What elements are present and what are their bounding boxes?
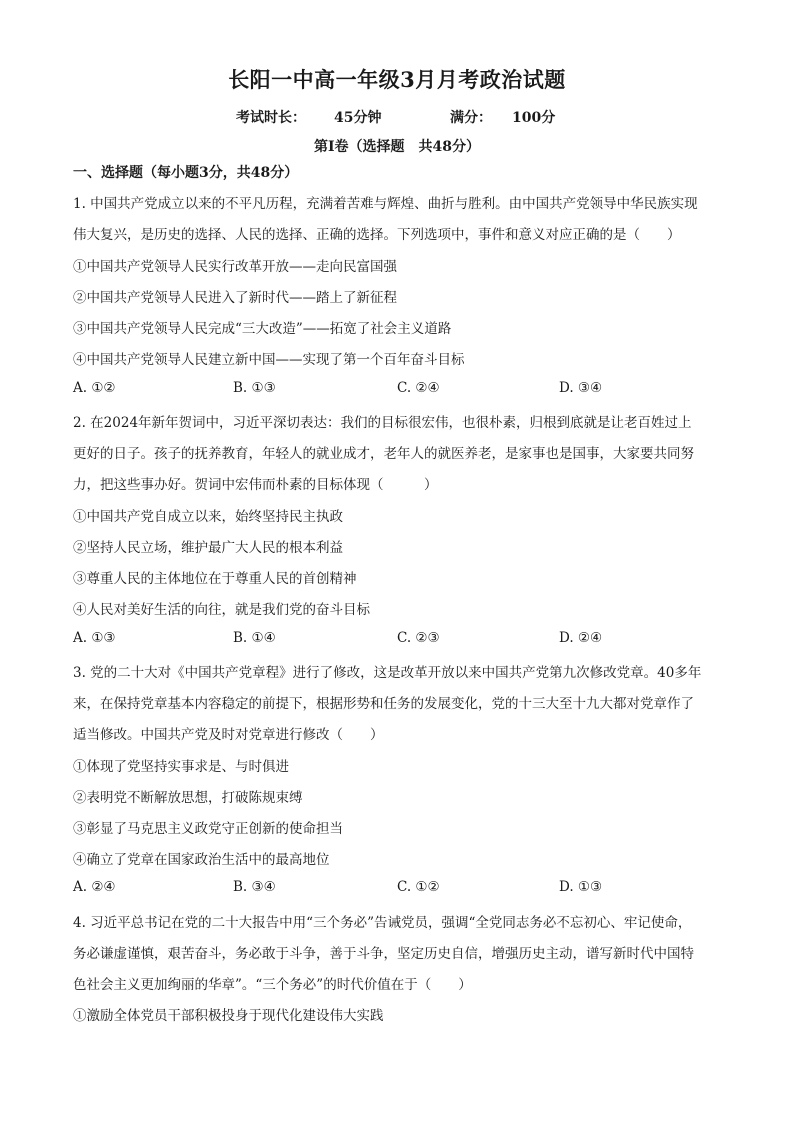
- question-stem-line: 色社会主义更加绚丽的华章”。“三个务必”的时代价值在于（ ）: [73, 977, 472, 993]
- question-stem-line: 更好的日子。孩子的抚养教育，年轻人的就业成才，老年人的就医养老，是家事也是国事，大家要共同努: [73, 446, 694, 462]
- question-item: ②坚持人民立场，维护最广大人民的根本利益: [73, 540, 343, 556]
- question-item: ①中国共产党领导人民实行改革开放——走向民富国强: [73, 259, 397, 275]
- question-stem-line: 4. 习近平总书记在党的二十大报告中用“三个务必”告诫党员，强调“全党同志务必不忘初心、牢记使命，: [73, 915, 692, 931]
- question-stem-line: 3. 党的二十大对《中国共产党章程》进行了修改，这是改革开放以来中国共产党第九次修改党章。40多年: [73, 665, 702, 681]
- part-heading: 一、选择题（每小题3分，共48分）: [73, 165, 299, 181]
- question-stem-line: 务必谦虚谨慎，艰苦奋斗，务必敢于斗争，善于斗争，坚定历史自信，增强历史主动，谱写新时代中国特: [73, 946, 694, 962]
- question-stem-line: 2. 在2024年新年贺词中，习近平深切表达：我们的目标很宏伟，也很朴素，归根到底就是让老百姓过上: [73, 415, 692, 431]
- option-d: D. ③④: [559, 380, 603, 396]
- question-item: ③中国共产党领导人民完成“三大改造”——拓宽了社会主义道路: [73, 321, 452, 337]
- exam-info: [236, 107, 555, 127]
- question-item: ③彰显了马克思主义政党守正创新的使命担当: [73, 821, 343, 837]
- question-item: ③尊重人民的主体地位在于尊重人民的首创精神: [73, 571, 357, 587]
- duration-value: 45分钟: [334, 110, 382, 126]
- option-b: B. ①④: [233, 630, 276, 646]
- question-stem-line: 适当修改。中国共产党及时对党章进行修改（ ）: [73, 727, 384, 743]
- question-item: ④确立了党章在国家政治生活中的最高地位: [73, 852, 330, 868]
- option-b: B. ①③: [233, 380, 276, 396]
- option-d: D. ①③: [559, 879, 603, 895]
- option-c: C. ①②: [397, 879, 440, 895]
- option-c: C. ②③: [397, 630, 440, 646]
- score-value: 100分: [512, 110, 556, 126]
- question-item: ①激励全体党员干部积极投身于现代化建设伟大实践: [73, 1008, 384, 1024]
- question-item: ①体现了党坚持实事求是、与时俱进: [73, 759, 289, 775]
- score-label: 满分：: [450, 110, 492, 126]
- question-stem-line: 力，把这些事办好。贺词中宏伟而朴素的目标体现（ ）: [73, 477, 438, 493]
- option-c: C. ②④: [397, 380, 440, 396]
- question-item: ②表明党不断解放思想，打破陈规束缚: [73, 790, 303, 806]
- option-b: B. ③④: [233, 879, 276, 895]
- option-a: A. ①③: [73, 630, 116, 646]
- question-stem-line: 1. 中国共产党成立以来的不平凡历程，充满着苦难与辉煌、曲折与胜利。由中国共产党领导中华民族实现: [73, 196, 698, 212]
- section-title: 第Ⅰ卷（选择题 共48分）: [313, 139, 481, 155]
- exam-title: 长阳一中高一年级3月月考政治试题: [228, 67, 566, 92]
- option-a: A. ①②: [73, 380, 116, 396]
- option-a: A. ②④: [73, 879, 116, 895]
- question-item: ④人民对美好生活的向往，就是我们党的奋斗目标: [73, 602, 370, 618]
- question-item: ②中国共产党领导人民进入了新时代——踏上了新征程: [73, 290, 397, 306]
- question-item: ④中国共产党领导人民建立新中国——实现了第一个百年奋斗目标: [73, 352, 465, 368]
- question-item: ①中国共产党自成立以来，始终坚持民主执政: [73, 509, 343, 525]
- duration-label: 考试时长：: [236, 110, 306, 126]
- question-stem-line: 来，在保持党章基本内容稳定的前提下，根据形势和任务的发展变化，党的十三大至十九大都对党章作了: [73, 696, 694, 712]
- question-stem-line: 伟大复兴，是历史的选择、人民的选择、正确的选择。下列选项中，事件和意义对应正确的是（ ）: [73, 227, 681, 243]
- option-d: D. ②④: [559, 630, 603, 646]
